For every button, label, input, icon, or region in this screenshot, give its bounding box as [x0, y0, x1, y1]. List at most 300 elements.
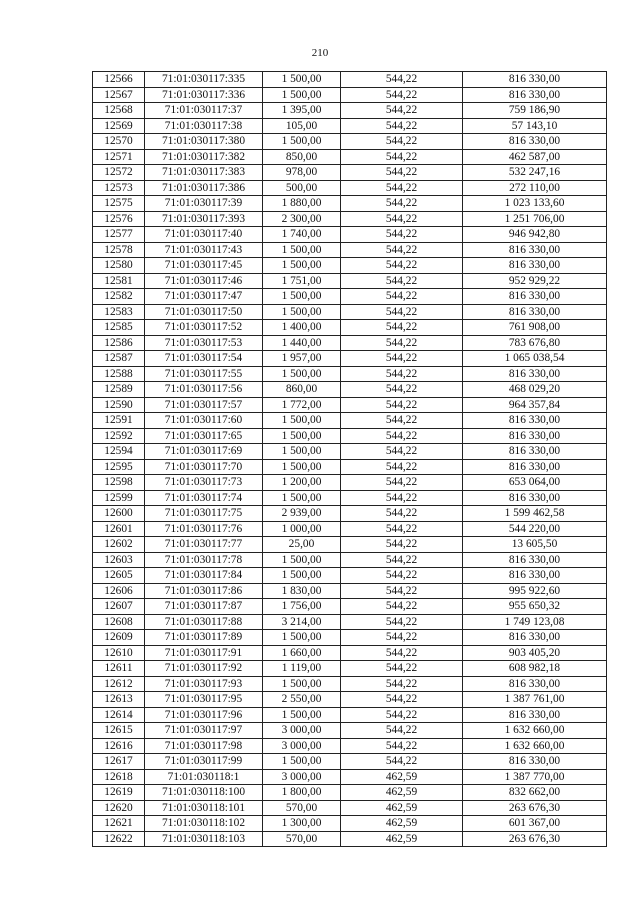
area-cell: 2 550,00 [263, 692, 341, 708]
table-row [93, 614, 607, 630]
rate-cell: 544,22 [341, 134, 463, 150]
cadastral-number-cell: 71:01:030117:92 [145, 661, 263, 677]
row-number-cell: 12592 [93, 428, 145, 444]
row-number-cell: 12616 [93, 738, 145, 754]
row-number-cell: 12578 [93, 242, 145, 258]
row-number-cell: 12602 [93, 537, 145, 553]
row-number-cell: 12609 [93, 630, 145, 646]
area-cell: 1 660,00 [263, 645, 341, 661]
rate-cell: 544,22 [341, 521, 463, 537]
cadastral-number-cell: 71:01:030117:77 [145, 537, 263, 553]
rate-cell: 544,22 [341, 506, 463, 522]
cadastral-number-cell: 71:01:030117:74 [145, 490, 263, 506]
rate-cell: 462,59 [341, 800, 463, 816]
table-row [93, 490, 607, 506]
area-cell: 1 751,00 [263, 273, 341, 289]
rate-cell: 544,22 [341, 723, 463, 739]
cadastral-number-cell: 71:01:030117:87 [145, 599, 263, 615]
table-row [93, 676, 607, 692]
cadastral-number-cell: 71:01:030117:383 [145, 165, 263, 181]
table-row [93, 521, 607, 537]
table-row [93, 537, 607, 553]
table-row [93, 506, 607, 522]
rate-cell: 544,22 [341, 475, 463, 491]
area-cell: 1 800,00 [263, 785, 341, 801]
cadastral-number-cell: 71:01:030117:88 [145, 614, 263, 630]
value-cell: 57 143,10 [463, 118, 607, 134]
area-cell: 25,00 [263, 537, 341, 553]
value-cell: 995 922,60 [463, 583, 607, 599]
table-row [93, 552, 607, 568]
rate-cell: 544,22 [341, 444, 463, 460]
table-body [93, 72, 607, 847]
value-cell: 759 186,90 [463, 103, 607, 119]
cadastral-number-cell: 71:01:030117:380 [145, 134, 263, 150]
area-cell: 3 214,00 [263, 614, 341, 630]
value-cell: 1 387 761,00 [463, 692, 607, 708]
cadastral-number-cell: 71:01:030117:56 [145, 382, 263, 398]
value-cell: 816 330,00 [463, 134, 607, 150]
table-row [93, 754, 607, 770]
rate-cell: 544,22 [341, 196, 463, 212]
data-table [92, 71, 607, 847]
rate-cell: 462,59 [341, 816, 463, 832]
table-row [93, 769, 607, 785]
value-cell: 816 330,00 [463, 490, 607, 506]
rate-cell: 544,22 [341, 273, 463, 289]
area-cell: 1 500,00 [263, 568, 341, 584]
table-row [93, 645, 607, 661]
rate-cell: 544,22 [341, 149, 463, 165]
area-cell: 1 500,00 [263, 134, 341, 150]
row-number-cell: 12612 [93, 676, 145, 692]
table-row [93, 661, 607, 677]
cadastral-number-cell: 71:01:030117:54 [145, 351, 263, 367]
table-row [93, 103, 607, 119]
cadastral-number-cell: 71:01:030118:101 [145, 800, 263, 816]
value-cell: 653 064,00 [463, 475, 607, 491]
table-row [93, 196, 607, 212]
value-cell: 816 330,00 [463, 242, 607, 258]
cadastral-number-cell: 71:01:030117:50 [145, 304, 263, 320]
area-cell: 1 500,00 [263, 87, 341, 103]
cadastral-number-cell: 71:01:030117:386 [145, 180, 263, 196]
area-cell: 570,00 [263, 831, 341, 847]
cadastral-number-cell: 71:01:030117:73 [145, 475, 263, 491]
cadastral-number-cell: 71:01:030117:57 [145, 397, 263, 413]
rate-cell: 544,22 [341, 583, 463, 599]
cadastral-number-cell: 71:01:030117:382 [145, 149, 263, 165]
table-row [93, 397, 607, 413]
value-cell: 13 605,50 [463, 537, 607, 553]
table-row [93, 599, 607, 615]
row-number-cell: 12570 [93, 134, 145, 150]
rate-cell: 544,22 [341, 211, 463, 227]
cadastral-number-cell: 71:01:030117:393 [145, 211, 263, 227]
cadastral-number-cell: 71:01:030117:336 [145, 87, 263, 103]
page-number: 210 [311, 47, 329, 59]
area-cell: 1 500,00 [263, 630, 341, 646]
rate-cell: 544,22 [341, 165, 463, 181]
area-cell: 1 500,00 [263, 258, 341, 274]
row-number-cell: 12617 [93, 754, 145, 770]
row-number-cell: 12598 [93, 475, 145, 491]
value-cell: 532 247,16 [463, 165, 607, 181]
rate-cell: 544,22 [341, 490, 463, 506]
rate-cell: 462,59 [341, 831, 463, 847]
rate-cell: 544,22 [341, 180, 463, 196]
rate-cell: 544,22 [341, 645, 463, 661]
value-cell: 1 023 133,60 [463, 196, 607, 212]
value-cell: 761 908,00 [463, 320, 607, 336]
area-cell: 978,00 [263, 165, 341, 181]
value-cell: 1 251 706,00 [463, 211, 607, 227]
area-cell: 1 500,00 [263, 459, 341, 475]
value-cell: 1 599 462,58 [463, 506, 607, 522]
area-cell: 1 830,00 [263, 583, 341, 599]
cadastral-number-cell: 71:01:030117:37 [145, 103, 263, 119]
area-cell: 860,00 [263, 382, 341, 398]
area-cell: 2 300,00 [263, 211, 341, 227]
row-number-cell: 12588 [93, 366, 145, 382]
rate-cell: 544,22 [341, 754, 463, 770]
cadastral-number-cell: 71:01:030117:52 [145, 320, 263, 336]
cadastral-number-cell: 71:01:030117:53 [145, 335, 263, 351]
row-number-cell: 12618 [93, 769, 145, 785]
table-row [93, 475, 607, 491]
row-number-cell: 12599 [93, 490, 145, 506]
row-number-cell: 12589 [93, 382, 145, 398]
cadastral-number-cell: 71:01:030117:99 [145, 754, 263, 770]
table-row [93, 165, 607, 181]
area-cell: 3 000,00 [263, 738, 341, 754]
row-number-cell: 12585 [93, 320, 145, 336]
row-number-cell: 12605 [93, 568, 145, 584]
table-row [93, 707, 607, 723]
value-cell: 816 330,00 [463, 289, 607, 305]
table-row [93, 335, 607, 351]
rate-cell: 544,22 [341, 707, 463, 723]
area-cell: 1 000,00 [263, 521, 341, 537]
value-cell: 468 029,20 [463, 382, 607, 398]
row-number-cell: 12590 [93, 397, 145, 413]
rate-cell: 544,22 [341, 568, 463, 584]
table-row [93, 87, 607, 103]
row-number-cell: 12576 [93, 211, 145, 227]
row-number-cell: 12601 [93, 521, 145, 537]
area-cell: 1 500,00 [263, 444, 341, 460]
area-cell: 1 500,00 [263, 490, 341, 506]
value-cell: 1 632 660,00 [463, 738, 607, 754]
table-row [93, 320, 607, 336]
cadastral-number-cell: 71:01:030117:45 [145, 258, 263, 274]
value-cell: 955 650,32 [463, 599, 607, 615]
value-cell: 952 929,22 [463, 273, 607, 289]
cadastral-number-cell: 71:01:030118:1 [145, 769, 263, 785]
rate-cell: 544,22 [341, 552, 463, 568]
area-cell: 3 000,00 [263, 769, 341, 785]
area-cell: 3 000,00 [263, 723, 341, 739]
rate-cell: 544,22 [341, 738, 463, 754]
value-cell: 816 330,00 [463, 72, 607, 88]
cadastral-number-cell: 71:01:030117:98 [145, 738, 263, 754]
row-number-cell: 12580 [93, 258, 145, 274]
area-cell: 1 500,00 [263, 366, 341, 382]
cadastral-number-cell: 71:01:030118:102 [145, 816, 263, 832]
value-cell: 816 330,00 [463, 366, 607, 382]
table-row [93, 134, 607, 150]
table-row [93, 816, 607, 832]
value-cell: 816 330,00 [463, 444, 607, 460]
rate-cell: 544,22 [341, 676, 463, 692]
cadastral-number-cell: 71:01:030117:89 [145, 630, 263, 646]
cadastral-number-cell: 71:01:030117:96 [145, 707, 263, 723]
row-number-cell: 12621 [93, 816, 145, 832]
rate-cell: 544,22 [341, 630, 463, 646]
cadastral-number-cell: 71:01:030118:103 [145, 831, 263, 847]
rate-cell: 462,59 [341, 785, 463, 801]
row-number-cell: 12587 [93, 351, 145, 367]
rate-cell: 544,22 [341, 413, 463, 429]
row-number-cell: 12583 [93, 304, 145, 320]
table-row [93, 800, 607, 816]
value-cell: 816 330,00 [463, 428, 607, 444]
value-cell: 1 387 770,00 [463, 769, 607, 785]
area-cell: 1 772,00 [263, 397, 341, 413]
table-row [93, 258, 607, 274]
value-cell: 816 330,00 [463, 258, 607, 274]
rate-cell: 544,22 [341, 459, 463, 475]
area-cell: 1 500,00 [263, 72, 341, 88]
cadastral-number-cell: 71:01:030117:84 [145, 568, 263, 584]
cadastral-number-cell: 71:01:030117:43 [145, 242, 263, 258]
rate-cell: 544,22 [341, 382, 463, 398]
table-row [93, 149, 607, 165]
area-cell: 1 500,00 [263, 304, 341, 320]
cadastral-number-cell: 71:01:030117:70 [145, 459, 263, 475]
value-cell: 816 330,00 [463, 754, 607, 770]
row-number-cell: 12586 [93, 335, 145, 351]
row-number-cell: 12607 [93, 599, 145, 615]
table-row [93, 738, 607, 754]
area-cell: 1 500,00 [263, 413, 341, 429]
area-cell: 1 500,00 [263, 707, 341, 723]
rate-cell: 544,22 [341, 227, 463, 243]
area-cell: 850,00 [263, 149, 341, 165]
table-row [93, 211, 607, 227]
area-cell: 1 500,00 [263, 754, 341, 770]
rate-cell: 544,22 [341, 103, 463, 119]
cadastral-number-cell: 71:01:030117:95 [145, 692, 263, 708]
value-cell: 272 110,00 [463, 180, 607, 196]
cadastral-number-cell: 71:01:030117:69 [145, 444, 263, 460]
table-row [93, 444, 607, 460]
cadastral-number-cell: 71:01:030117:335 [145, 72, 263, 88]
value-cell: 601 367,00 [463, 816, 607, 832]
row-number-cell: 12610 [93, 645, 145, 661]
row-number-cell: 12611 [93, 661, 145, 677]
value-cell: 903 405,20 [463, 645, 607, 661]
area-cell: 1 200,00 [263, 475, 341, 491]
value-cell: 608 982,18 [463, 661, 607, 677]
row-number-cell: 12594 [93, 444, 145, 460]
table-row [93, 723, 607, 739]
rate-cell: 544,22 [341, 614, 463, 630]
rate-cell: 544,22 [341, 258, 463, 274]
rate-cell: 544,22 [341, 304, 463, 320]
row-number-cell: 12573 [93, 180, 145, 196]
row-number-cell: 12591 [93, 413, 145, 429]
table-row [93, 72, 607, 88]
area-cell: 1 500,00 [263, 242, 341, 258]
value-cell: 263 676,30 [463, 831, 607, 847]
value-cell: 1 065 038,54 [463, 351, 607, 367]
row-number-cell: 12582 [93, 289, 145, 305]
row-number-cell: 12613 [93, 692, 145, 708]
cadastral-number-cell: 71:01:030117:55 [145, 366, 263, 382]
row-number-cell: 12603 [93, 552, 145, 568]
value-cell: 462 587,00 [463, 149, 607, 165]
table-row [93, 831, 607, 847]
area-cell: 1 440,00 [263, 335, 341, 351]
row-number-cell: 12595 [93, 459, 145, 475]
row-number-cell: 12620 [93, 800, 145, 816]
area-cell: 1 300,00 [263, 816, 341, 832]
cadastral-number-cell: 71:01:030117:38 [145, 118, 263, 134]
row-number-cell: 12615 [93, 723, 145, 739]
area-cell: 1 119,00 [263, 661, 341, 677]
table-row [93, 382, 607, 398]
table-row [93, 630, 607, 646]
row-number-cell: 12568 [93, 103, 145, 119]
cadastral-number-cell: 71:01:030117:60 [145, 413, 263, 429]
table-row [93, 568, 607, 584]
area-cell: 1 400,00 [263, 320, 341, 336]
rate-cell: 544,22 [341, 428, 463, 444]
area-cell: 1 957,00 [263, 351, 341, 367]
table-row [93, 289, 607, 305]
row-number-cell: 12575 [93, 196, 145, 212]
value-cell: 816 330,00 [463, 568, 607, 584]
row-number-cell: 12606 [93, 583, 145, 599]
row-number-cell: 12600 [93, 506, 145, 522]
area-cell: 1 740,00 [263, 227, 341, 243]
value-cell: 783 676,80 [463, 335, 607, 351]
value-cell: 1 749 123,08 [463, 614, 607, 630]
rate-cell: 544,22 [341, 366, 463, 382]
value-cell: 946 942,80 [463, 227, 607, 243]
rate-cell: 544,22 [341, 599, 463, 615]
rate-cell: 544,22 [341, 320, 463, 336]
area-cell: 1 756,00 [263, 599, 341, 615]
area-cell: 2 939,00 [263, 506, 341, 522]
value-cell: 1 632 660,00 [463, 723, 607, 739]
rate-cell: 544,22 [341, 87, 463, 103]
area-cell: 1 880,00 [263, 196, 341, 212]
area-cell: 1 500,00 [263, 552, 341, 568]
rate-cell: 544,22 [341, 335, 463, 351]
row-number-cell: 12567 [93, 87, 145, 103]
table-row [93, 242, 607, 258]
table-row [93, 227, 607, 243]
value-cell: 816 330,00 [463, 630, 607, 646]
area-cell: 1 500,00 [263, 428, 341, 444]
area-cell: 1 500,00 [263, 676, 341, 692]
row-number-cell: 12581 [93, 273, 145, 289]
row-number-cell: 12619 [93, 785, 145, 801]
rate-cell: 544,22 [341, 661, 463, 677]
cadastral-number-cell: 71:01:030118:100 [145, 785, 263, 801]
row-number-cell: 12608 [93, 614, 145, 630]
value-cell: 816 330,00 [463, 459, 607, 475]
cadastral-number-cell: 71:01:030117:39 [145, 196, 263, 212]
area-cell: 570,00 [263, 800, 341, 816]
cadastral-number-cell: 71:01:030117:76 [145, 521, 263, 537]
value-cell: 816 330,00 [463, 87, 607, 103]
table-row [93, 118, 607, 134]
row-number-cell: 12569 [93, 118, 145, 134]
value-cell: 816 330,00 [463, 552, 607, 568]
table-row [93, 785, 607, 801]
row-number-cell: 12571 [93, 149, 145, 165]
value-cell: 832 662,00 [463, 785, 607, 801]
row-number-cell: 12614 [93, 707, 145, 723]
cadastral-number-cell: 71:01:030117:97 [145, 723, 263, 739]
area-cell: 105,00 [263, 118, 341, 134]
table-row [93, 692, 607, 708]
rate-cell: 544,22 [341, 692, 463, 708]
cadastral-number-cell: 71:01:030117:93 [145, 676, 263, 692]
area-cell: 1 395,00 [263, 103, 341, 119]
cadastral-number-cell: 71:01:030117:78 [145, 552, 263, 568]
cadastral-number-cell: 71:01:030117:46 [145, 273, 263, 289]
cadastral-number-cell: 71:01:030117:65 [145, 428, 263, 444]
rate-cell: 544,22 [341, 118, 463, 134]
table-row [93, 428, 607, 444]
value-cell: 816 330,00 [463, 304, 607, 320]
table-row [93, 180, 607, 196]
cadastral-number-cell: 71:01:030117:40 [145, 227, 263, 243]
rate-cell: 462,59 [341, 769, 463, 785]
rate-cell: 544,22 [341, 242, 463, 258]
rate-cell: 544,22 [341, 397, 463, 413]
rate-cell: 544,22 [341, 351, 463, 367]
rate-cell: 544,22 [341, 537, 463, 553]
area-cell: 1 500,00 [263, 289, 341, 305]
value-cell: 964 357,84 [463, 397, 607, 413]
table-row [93, 366, 607, 382]
value-cell: 816 330,00 [463, 676, 607, 692]
table-row [93, 273, 607, 289]
value-cell: 816 330,00 [463, 707, 607, 723]
cadastral-number-cell: 71:01:030117:47 [145, 289, 263, 305]
table-row [93, 583, 607, 599]
table-row [93, 413, 607, 429]
cadastral-number-cell: 71:01:030117:75 [145, 506, 263, 522]
cadastral-number-cell: 71:01:030117:86 [145, 583, 263, 599]
value-cell: 544 220,00 [463, 521, 607, 537]
rate-cell: 544,22 [341, 289, 463, 305]
table-row [93, 351, 607, 367]
row-number-cell: 12566 [93, 72, 145, 88]
value-cell: 263 676,30 [463, 800, 607, 816]
row-number-cell: 12622 [93, 831, 145, 847]
rate-cell: 544,22 [341, 72, 463, 88]
cadastral-number-cell: 71:01:030117:91 [145, 645, 263, 661]
value-cell: 816 330,00 [463, 413, 607, 429]
table-row [93, 304, 607, 320]
row-number-cell: 12572 [93, 165, 145, 181]
